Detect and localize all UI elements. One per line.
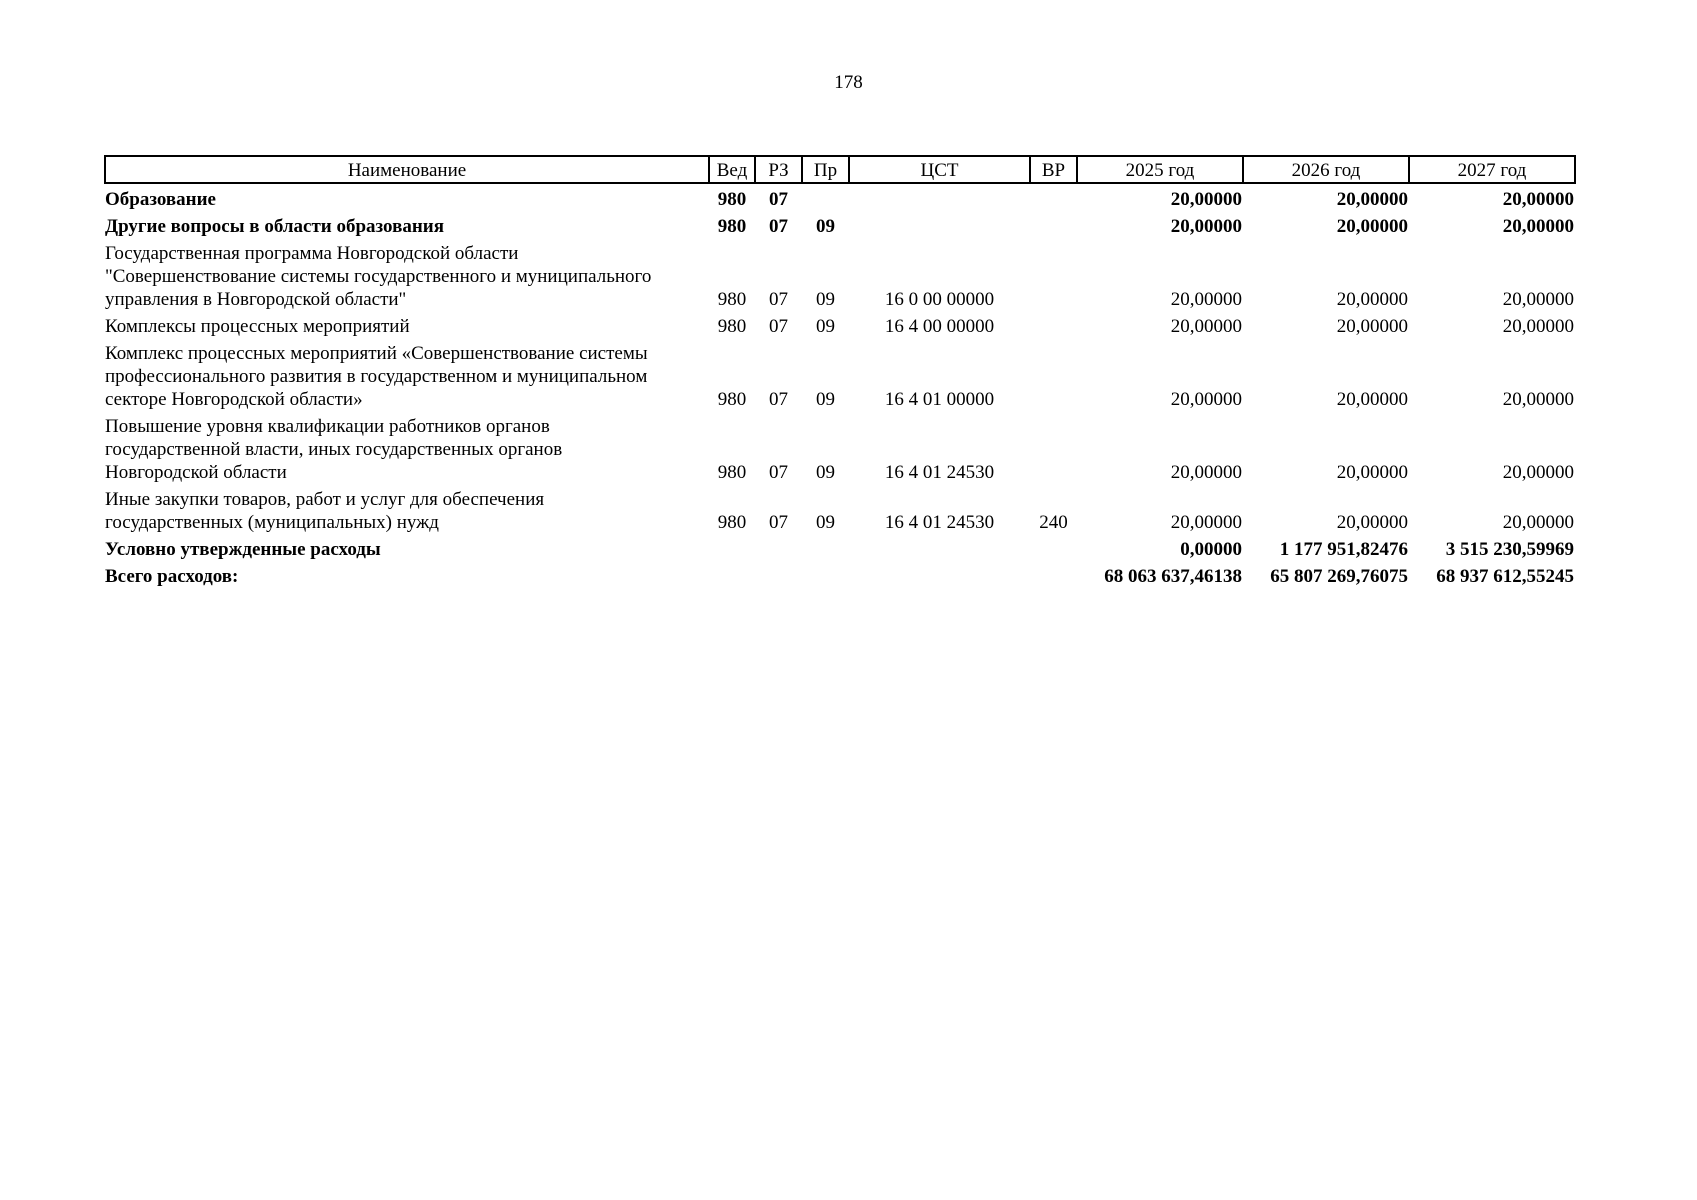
row-name-line: секторе Новгородской области» [105,389,363,410]
row-name: Образование [105,189,216,210]
row-ved: 980 [717,189,747,210]
row-2027: 20,00000 [1502,512,1574,533]
header-cst: ЦСТ [849,156,1030,183]
table-row [105,313,1575,340]
table-header-row [105,156,1575,183]
table-row [105,183,1575,213]
row-name-line: Иные закупки товаров, работ и услуг для обеспечения [105,489,545,510]
row-ved [709,536,755,563]
row-2027: 20,00000 [1502,389,1574,410]
row-cst: 16 4 01 00000 [884,389,995,410]
row-2025: 20,00000 [1170,189,1242,210]
row-name-line: Повышение уровня квалификации работников органов [105,416,550,437]
row-2025: 20,00000 [1170,389,1242,410]
header-2026: 2026 год [1243,156,1409,183]
row-name [105,240,709,313]
row-ved: 980 [717,389,747,410]
row-ved: 980 [717,316,747,337]
row-cst [849,536,1030,563]
row-name-line: Государственная программа Новгородской области [105,243,519,264]
row-name-line: государственных (муниципальных) нужд [105,512,439,533]
row-2027: 20,00000 [1502,289,1574,310]
row-2026: 65 807 269,76075 [1270,566,1408,587]
row-name-line: управления в Новгородской области" [105,289,407,310]
row-name [105,340,709,413]
row-vr [1030,563,1077,590]
table-row [105,536,1575,563]
row-vr [1030,536,1077,563]
row-name: Условно утвержденные расходы [105,539,381,560]
page-number: 178 [834,72,863,93]
table-row-total [105,563,1575,590]
row-2026: 20,00000 [1336,216,1408,237]
header-pr: Пр [802,156,849,183]
row-rz [755,536,802,563]
row-2027: 20,00000 [1502,462,1574,483]
row-vr [1030,313,1077,340]
row-2025: 68 063 637,46138 [1104,566,1242,587]
table-row [105,240,1575,313]
row-2025: 20,00000 [1170,216,1242,237]
row-name [105,413,709,486]
row-rz: 07 [769,316,788,337]
row-2027: 20,00000 [1502,316,1574,337]
row-rz: 07 [769,512,788,533]
row-2027: 20,00000 [1502,189,1574,210]
row-2025: 20,00000 [1170,289,1242,310]
row-name-line: Новгородской области [105,462,287,483]
row-pr: 09 [816,316,835,337]
budget-table [104,155,1576,590]
row-rz: 07 [769,189,788,210]
row-pr [802,536,849,563]
row-pr: 09 [816,462,835,483]
row-2026: 1 177 951,82476 [1279,539,1408,560]
table-row [105,213,1575,240]
row-vr [1030,340,1077,413]
row-ved [709,563,755,590]
row-vr [1030,183,1077,213]
row-ved: 980 [717,216,747,237]
row-name-line: профессионального развития в государственном и муниципальном [105,366,648,387]
row-cst: 16 0 00 00000 [884,289,995,310]
row-rz: 07 [769,216,788,237]
row-2025: 20,00000 [1170,316,1242,337]
row-vr [1030,240,1077,313]
row-ved: 980 [717,289,747,310]
row-ved: 980 [717,512,747,533]
row-cst: 16 4 00 00000 [884,316,995,337]
row-pr [802,563,849,590]
row-pr: 09 [816,216,835,237]
row-pr: 09 [816,512,835,533]
row-rz: 07 [769,289,788,310]
row-2025: 0,00000 [1180,539,1242,560]
row-2027: 3 515 230,59969 [1445,539,1574,560]
row-pr: 09 [816,289,835,310]
row-vr [1030,213,1077,240]
row-cst [849,213,1030,240]
row-2025: 20,00000 [1170,512,1242,533]
row-rz: 07 [769,462,788,483]
row-ved: 980 [717,462,747,483]
header-name: Наименование [105,156,709,183]
row-cst: 16 4 01 24530 [884,462,995,483]
row-2026: 20,00000 [1336,189,1408,210]
row-2025: 20,00000 [1170,462,1242,483]
row-2026: 20,00000 [1336,316,1408,337]
row-pr [802,183,849,213]
row-2027: 20,00000 [1502,216,1574,237]
row-name [105,486,709,536]
header-ved: Вед [709,156,755,183]
row-2026: 20,00000 [1336,512,1408,533]
table-row [105,486,1575,536]
row-name: Другие вопросы в области образования [105,216,445,237]
row-2026: 20,00000 [1336,389,1408,410]
row-vr: 240 [1039,512,1068,533]
row-pr: 09 [816,389,835,410]
header-vr: ВР [1030,156,1077,183]
row-cst: 16 4 01 24530 [884,512,995,533]
row-name-line: Комплекс процессных мероприятий «Совершенствование системы [105,343,648,364]
header-2025: 2025 год [1077,156,1243,183]
row-cst [849,183,1030,213]
row-cst [849,563,1030,590]
row-name-line: "Совершенствование системы государственного и муниципального [105,266,652,287]
header-2027: 2027 год [1409,156,1575,183]
row-name: Всего расходов: [105,566,239,587]
row-rz: 07 [769,389,788,410]
row-2026: 20,00000 [1336,289,1408,310]
row-name: Комплексы процессных мероприятий [105,316,410,337]
row-rz [755,563,802,590]
row-vr [1030,413,1077,486]
row-name-line: государственной власти, иных государственных органов [105,439,563,460]
row-2027: 68 937 612,55245 [1436,566,1574,587]
row-2026: 20,00000 [1336,462,1408,483]
table-row [105,340,1575,413]
header-rz: РЗ [755,156,802,183]
table-row [105,413,1575,486]
